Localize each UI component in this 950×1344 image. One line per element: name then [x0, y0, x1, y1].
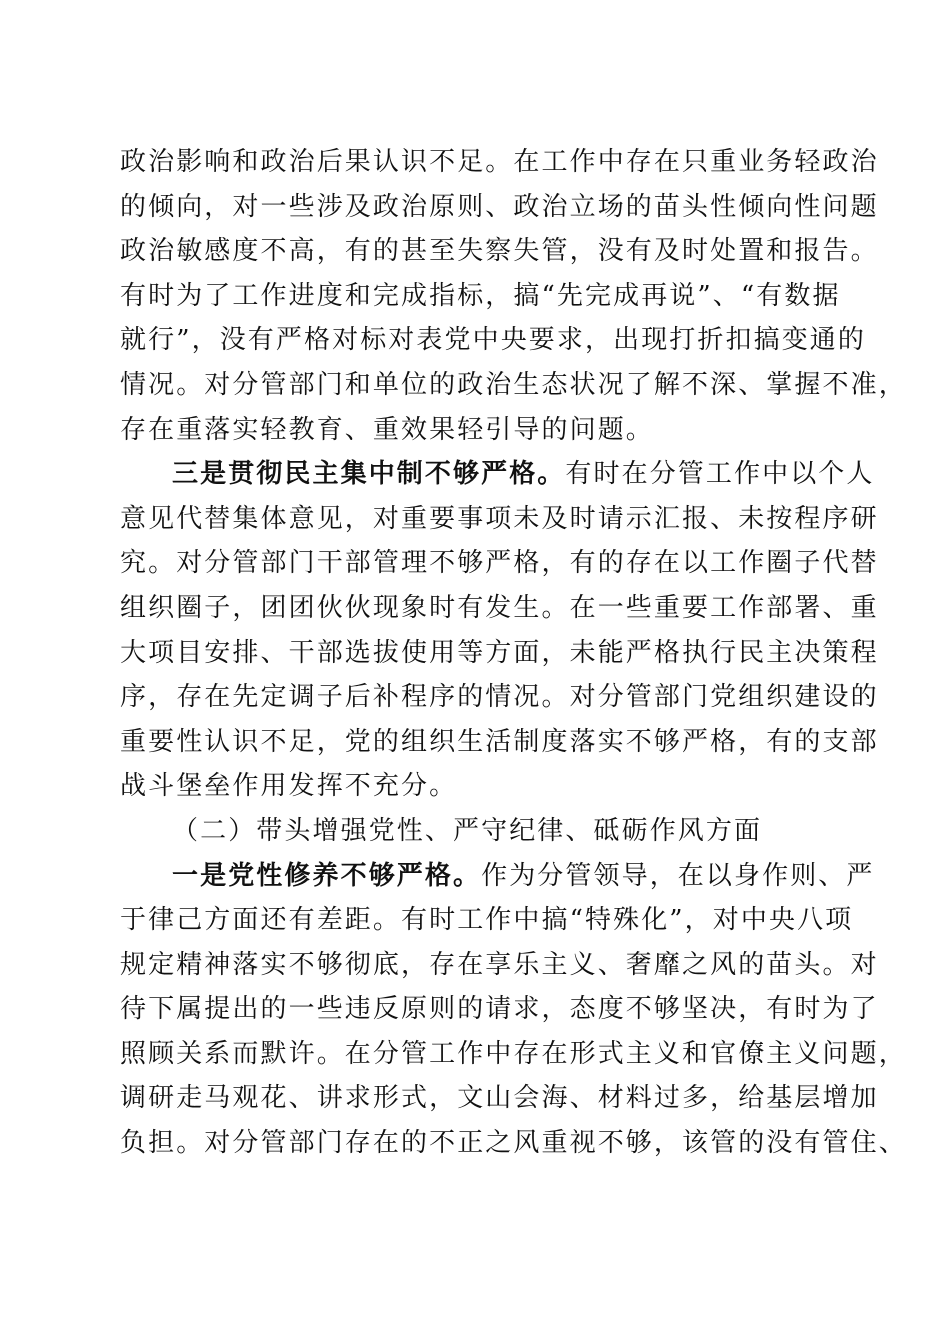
paragraph-first-line — [120, 452, 875, 497]
paragraph-text: 有时在分管工作中以个人 — [565, 459, 875, 490]
paragraph-line: 待下属提出的一些违反原则的请求，态度不够坚决，有时为了 — [120, 994, 879, 1025]
section-heading: （二）带头增强党性、严守纪律、砥砺作风方面 — [172, 815, 763, 846]
paragraph-line: 大项目安排、干部选拔使用等方面，未能严格执行民主决策程 — [120, 637, 879, 668]
paragraph-line: 规定精神落实不够彻底，存在享乐主义、奢靡之风的苗头。对 — [120, 949, 879, 980]
paragraph-line: 的倾向，对一些涉及政治原则、政治立场的苗头性倾向性问题 — [120, 191, 879, 222]
paragraph-line: 政治影响和政治后果认识不足。在工作中存在只重业务轻政治 — [120, 147, 879, 177]
paragraph-line: 存在重落实轻教育、重效果轻引导的问题。 — [120, 414, 654, 445]
paragraph-line: 有时为了工作进度和完成指标，搞“先完成再说”、“有数据 — [120, 280, 841, 311]
paragraph-line: 政治敏感度不高，有的甚至失察失管，没有及时处置和报告。 — [120, 236, 879, 267]
paragraph-text: 作为分管领导，在以身作则、严 — [481, 860, 875, 891]
paragraph-line: 意见代替集体意见，对重要事项未及时请示汇报、未按程序研 — [120, 503, 879, 534]
paragraph-line: 序，存在先定调子后补程序的情况。对分管部门党组织建设的 — [120, 682, 879, 713]
point-heading: 一是党性修养不够严格。 — [172, 860, 482, 891]
paragraph-line: 重要性认识不足，党的组织生活制度落实不够严格，有的支部 — [120, 726, 879, 757]
paragraph-line: 组织圈子，团团伙伙现象时有发生。在一些重要工作部署、重 — [120, 592, 879, 623]
paragraph-line: 情况。对分管部门和单位的政治生态状况了解不深、掌握不准， — [120, 369, 907, 400]
paragraph-line: 调研走马观花、讲求形式，文山会海、材料过多，给基层增加 — [120, 1083, 879, 1114]
paragraph-line: 究。对分管部门干部管理不够严格，有的存在以工作圈子代替 — [120, 548, 879, 579]
point-heading: 三是贯彻民主集中制不够严格。 — [172, 459, 566, 490]
paragraph-line: 就行”，没有严格对标对表党中央要求，出现打折扣搞变通的 — [120, 325, 866, 356]
paragraph-line: 负担。对分管部门存在的不正之风重视不够，该管的没有管住、 — [120, 1128, 907, 1159]
paragraph-first-line — [120, 854, 875, 899]
paragraph-line: 照顾关系而默许。在分管工作中存在形式主义和官僚主义问题， — [120, 1038, 907, 1069]
paragraph-line: 于律己方面还有差距。有时工作中搞“特殊化”，对中央八项 — [120, 905, 854, 936]
document-body — [120, 140, 907, 1166]
paragraph-line: 战斗堡垒作用发挥不充分。 — [120, 771, 458, 802]
